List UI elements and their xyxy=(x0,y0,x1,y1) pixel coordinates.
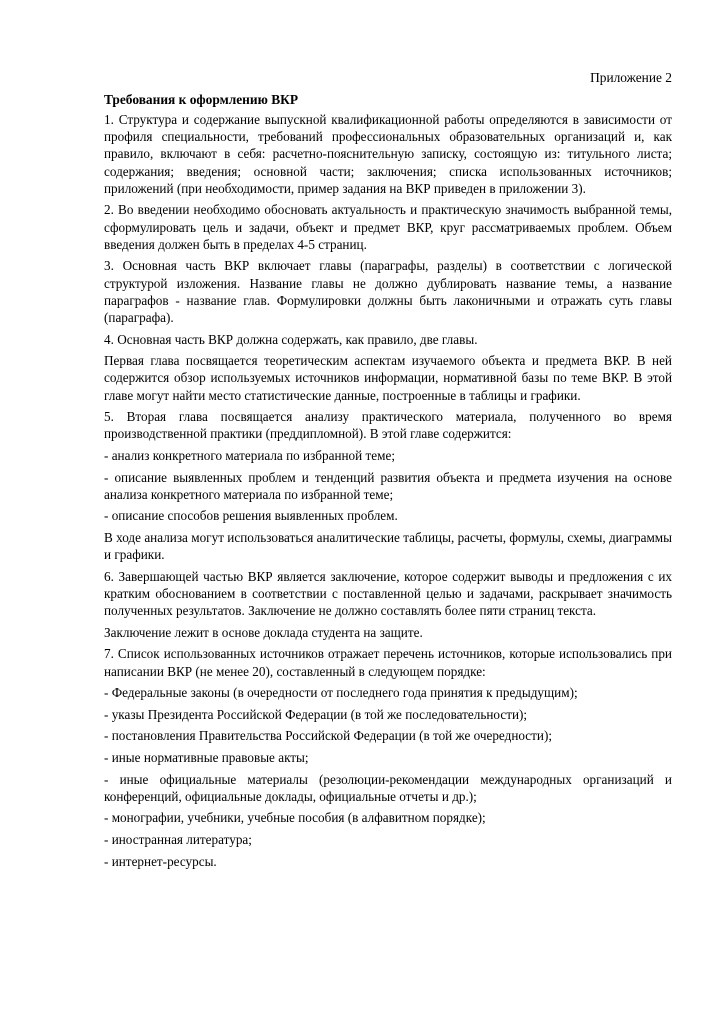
paragraph-conclusion-defense: Заключение лежит в основе доклада студента на защите. xyxy=(104,624,423,640)
list-item: - иные официальные материалы (резолюции-рекомендации международных организаций и конференций, официальные доклады, официальные отчеты и др.); xyxy=(104,771,672,804)
paragraph-conclusion: 6. Завершающей частью ВКР является заключение, которое содержит выводы и предложения с их кратким обоснованием в соответствии с поставленной целью и задачами, раскрывает значимость полученных результатов. Заключение не должно составлять более пяти страниц текста. xyxy=(104,568,672,619)
list-item: - иные нормативные правовые акты; xyxy=(104,749,309,765)
paragraph-structure: 1. Структура и содержание выпускной квалификационной работы определяются в зависимости от профиля специальности, требований профессиональных образовательных организаций и, как правило, включают в себя: расчетно-пояснительную записку, состоящую из: титульного листа; содержания; введения; основной части; заключения; списка использованных источников; приложений (при необходимости, пример задания на ВКР приведен в приложении 3). xyxy=(104,112,672,196)
document-body xyxy=(104,91,672,874)
paragraph-second-chapter: 5. Вторая глава посвящается анализу практического материала, полученного во время производственной практики (преддипломной). В этой главе содержится: xyxy=(104,409,672,442)
list-item: - указы Президента Российской Федерации (в той же последовательности); xyxy=(104,706,528,722)
paragraph-first-chapter: Первая глава посвящается теоретическим аспектам изучаемого объекта и предмета ВКР. В ней содержится обзор используемых источников информации, нормативной базы по теме ВКР. В этой главе могут найти место статистические данные, построенные в таблицы и графики. xyxy=(104,353,672,403)
paragraph-main-part: 3. Основная часть ВКР включает главы (параграфы, разделы) в соответствии с логической структурой изложения. Название главы не должно дублировать название темы, а название параграфов - название глав. Формулировки должны быть лаконичными и отражать суть главы (параграфа). xyxy=(104,258,672,326)
list-item: - иностранная литература; xyxy=(104,831,252,847)
list-item: - описание выявленных проблем и тенденций развития объекта и предмета изучения на основе анализа конкретного материала по избранной теме; xyxy=(104,469,672,502)
list-item: - монографии, учебники, учебные пособия (в алфавитном порядке); xyxy=(104,810,486,826)
list-item: - постановления Правительства Российской Федерации (в той же очередности); xyxy=(104,728,553,744)
document-title: Требования к оформлению ВКР xyxy=(104,92,299,107)
list-item: - анализ конкретного материала по избранной теме; xyxy=(104,448,395,463)
paragraph-introduction: 2. Во введении необходимо обосновать актуальность и практическую значимость выбранной темы, сформулировать цель и задачи, объект и предмет ВКР, круг рассматриваемых проблем. Объем введения должен быть в пределах 4-5 страниц. xyxy=(104,202,672,252)
list-item: - описание способов решения выявленных проблем. xyxy=(104,508,398,524)
appendix-label: Приложение 2 xyxy=(590,70,672,85)
list-item: - интернет-ресурсы. xyxy=(104,853,217,869)
paragraph-sources: 7. Список использованных источников отражает перечень источников, которые использовались при написании ВКР (не менее 20), составленный в следующем порядке: xyxy=(104,646,672,679)
paragraph-analysis-tools: В ходе анализа могут использоваться аналитические таблицы, расчеты, формулы, схемы, диаграммы и графики. xyxy=(104,529,672,563)
list-item: - Федеральные законы (в очередности от последнего года принятия к предыдущим); xyxy=(104,685,578,701)
paragraph-two-chapters: 4. Основная часть ВКР должна содержать, как правило, две главы. xyxy=(104,331,478,347)
